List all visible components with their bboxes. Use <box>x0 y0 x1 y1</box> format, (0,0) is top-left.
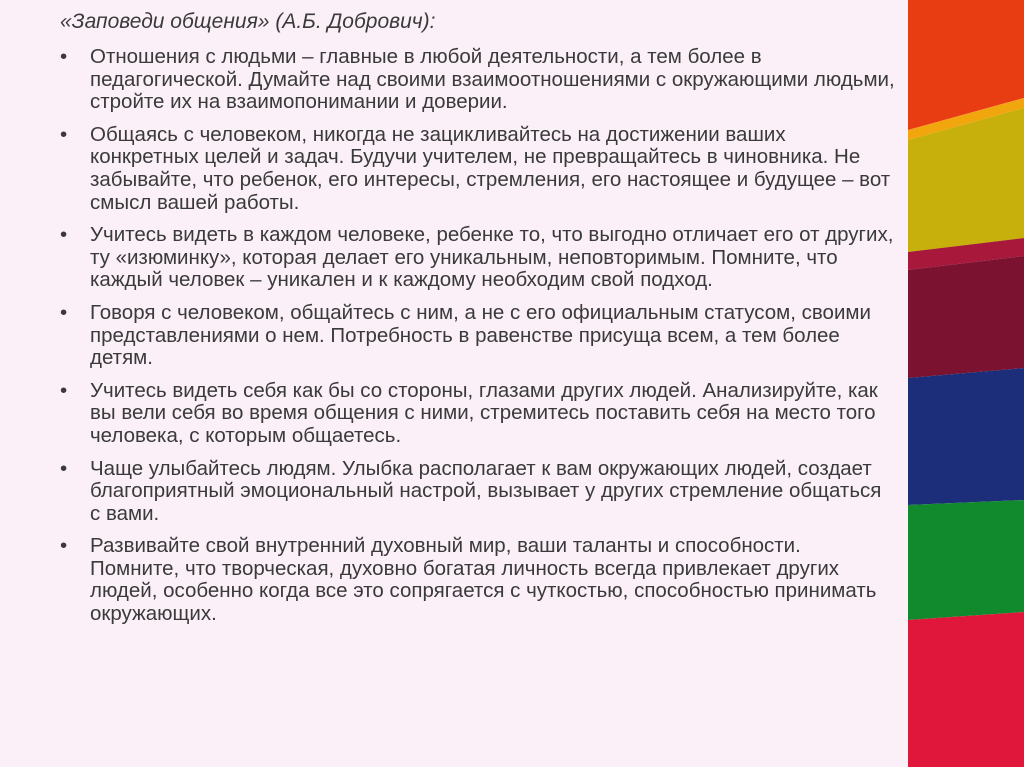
bullet-glyph: • <box>60 534 68 558</box>
decorative-color-stripes <box>908 0 1024 767</box>
list-item <box>60 46 895 114</box>
slide-title: «Заповеди общения» (А.Б. Добрович): <box>60 10 436 33</box>
list-item-text: Чаще улыбайтесь людям. Улыбка располагает к вам окружающих людей, создает благоприятный эмоциональный настрой, вызывает у других стремление общаться с вами. <box>90 456 882 525</box>
list-item <box>60 535 895 625</box>
stripe-5 <box>908 256 1024 378</box>
bullet-glyph: • <box>60 378 68 402</box>
list-item-text: Общаясь с человеком, никогда не зацикливайтесь на достижении ваших конкретных целей и задач. Будучи учителем, не превращайтесь в чиновника. Не забывайте, что ребенок, его интересы, стремления, его настоящее и будущее – вот смысл вашей работы. <box>90 122 891 214</box>
list-item <box>60 302 895 370</box>
list-item <box>60 458 895 526</box>
bullet-glyph: • <box>60 122 68 146</box>
list-item <box>60 380 895 448</box>
bullet-glyph: • <box>60 45 68 68</box>
stripe-6 <box>908 368 1024 505</box>
bullet-glyph: • <box>60 300 68 324</box>
list-item-text: Учитесь видеть в каждом человеке, ребенке то, что выгодно отличает его от других, ту «изюминку», которая делает его уникальным, неповторимым. Помните, что каждый человек – уникален и к каждому необходим свой подход. <box>90 223 894 292</box>
list-item <box>60 224 895 292</box>
list-item-text: Говоря с человеком, общайтесь с ним, а не с его официальным статусом, своими представлениями о нем. Потребность в равенстве присуща всем, а тем более детям. <box>90 300 871 370</box>
bullet-list <box>60 46 895 626</box>
stripe-8 <box>908 612 1024 767</box>
stripe-7 <box>908 500 1024 620</box>
list-item-text: Отношения с людьми – главные в любой деятельности, а тем более в педагогической. Думайте над своими взаимоотношениями с окружающими людьми, стройте их на взаимопонимании и доверии. <box>90 45 895 114</box>
list-item-text: Учитесь видеть себя как бы со стороны, глазами других людей. Анализируйте, как вы вели себя во время общения с ними, стремитесь поставить себя на место того человека, с которым общаетесь. <box>90 378 878 447</box>
slide-content <box>60 10 895 636</box>
list-item <box>60 124 895 214</box>
bullet-glyph: • <box>60 456 68 480</box>
bullet-glyph: • <box>60 223 68 247</box>
stripes-graphic <box>908 0 1024 767</box>
list-item-text: Развивайте свой внутренний духовный мир, ваши таланты и способности. Помните, что творческая, духовно богатая личность всегда привлекает других людей, особенно когда все это сопрягается с чуткостью, способностью принимать окружающих. <box>90 534 877 626</box>
